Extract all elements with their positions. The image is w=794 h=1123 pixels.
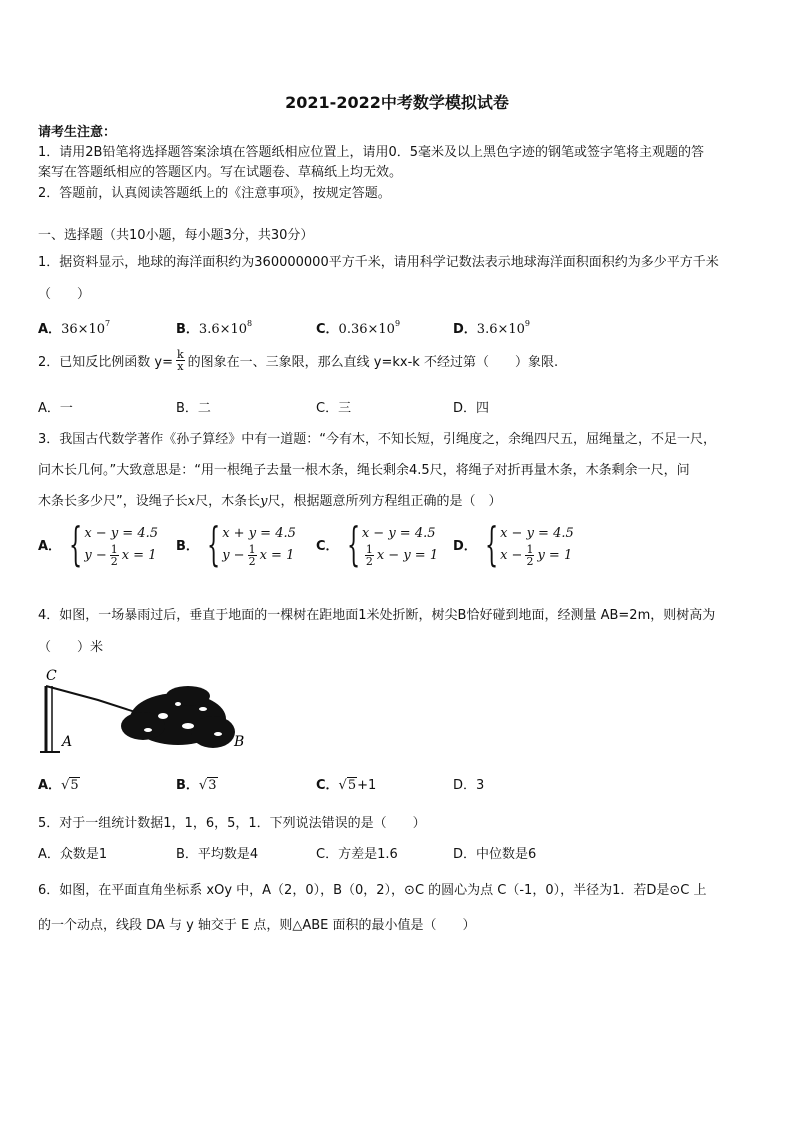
q4-option-d[interactable]: D．3 [453, 778, 485, 793]
q1-blank: （ ） [38, 287, 91, 302]
q1-option-d[interactable]: D．$3.6\times 10^9$ [453, 319, 530, 337]
page-title: 2021-2022中考数学模拟试卷 [285, 93, 509, 112]
q3-option-b[interactable]: B． { x + y = 4.5 y − $\frac{1}{2}$ x = 1 [176, 517, 296, 571]
label-a: A [62, 734, 73, 750]
q1-option-c[interactable]: C．$0.36\times 10^9$ [316, 319, 401, 337]
q2-stem: 2．已知反比例函数 y= $\frac{k}{x}$ 的图象在一、三象限，那么直线 y=kx-k 不经过第（ ）象限. [38, 348, 559, 373]
q1-option-b[interactable]: B．$3.6\times 10^8$ [176, 319, 253, 337]
label-b: B [234, 734, 245, 750]
notice-line-1: 1．请用2B铅笔将选择题答案涂填在答题纸相应位置上，请用0．5毫米及以上黑色字迹的钢笔或签字笔将主观题的答 [38, 145, 705, 160]
q5-option-a[interactable]: A．众数是1 [38, 847, 108, 862]
q3-stem-2: 问木长几何。”大致意思是：“用一根绳子去量一根木条，绳长剩余4.5尺，将绳子对折再量木条，木条剩余一尺，问 [38, 463, 690, 478]
q4-option-b[interactable]: B．√3 [176, 778, 217, 793]
q3-stem-1: 3．我国古代数学著作《孙子算经》中有一道题：“今有木，不知长短，引绳度之，余绳四尺五，屈绳量之，不足一尺， [38, 432, 717, 447]
q6-stem-2: 的一个动点，线段 DA 与 y 轴交于 E 点，则△ABE 面积的最小值是（ ） [38, 918, 476, 933]
q5-option-d[interactable]: D．中位数是6 [453, 847, 537, 862]
q2-option-a[interactable]: A．一 [38, 401, 73, 416]
label-c: C [46, 668, 57, 684]
q2-option-d[interactable]: D．四 [453, 401, 490, 416]
notice-heading: 请考生注意： [38, 125, 117, 140]
q2-option-c[interactable]: C．三 [316, 401, 352, 416]
q5-option-b[interactable]: B．平均数是4 [176, 847, 259, 862]
q1-option-a[interactable]: A．$36\times 10^7$ [38, 319, 111, 337]
section-heading: 一、选择题（共10小题，每小题3分，共30分） [38, 228, 314, 243]
q3-stem-3: 木条长多少尺”，设绳子长x尺，木条长y尺，根据题意所列方程组正确的是（ ） [38, 494, 502, 509]
broken-tree-figure [38, 664, 268, 760]
notice-line-2: 案写在答题纸相应的答题区内。写在试题卷、草稿纸上均无效。 [38, 165, 403, 180]
q3-option-a[interactable]: A． { x − y = 4.5 y − $\frac{1}{2}$ x = 1 [38, 517, 159, 571]
q5-option-c[interactable]: C．方差是1.6 [316, 847, 398, 862]
q5-stem: 5．对于一组统计数据1，1，6，5，1．下列说法错误的是（ ） [38, 816, 426, 831]
q4-stem-2: （ ）米 [38, 640, 104, 655]
q4-stem-1: 4．如图，一场暴雨过后，垂直于地面的一棵树在距地面1米处折断，树尖B恰好碰到地面，经测量 AB=2m，则树高为 [38, 608, 716, 623]
q3-option-c[interactable]: C． { x − y = 4.5 $\frac{1}{2}$ x − y = 1 [316, 517, 439, 571]
q2-fraction: $\frac{k}{x}$ [177, 348, 184, 373]
q4-option-c[interactable]: C．√5+1 [316, 778, 377, 793]
q2-option-b[interactable]: B．二 [176, 401, 211, 416]
q3-option-d[interactable]: D． { x − y = 4.5 x − $\frac{1}{2}$ y = 1 [453, 517, 574, 571]
notice-line-3: 2．答题前，认真阅读答题纸上的《注意事项》，按规定答题。 [38, 186, 391, 201]
q1-stem: 1．据资料显示，地球的海洋面积约为360000000平方千米，请用科学记数法表示地球海洋面积面积约为多少平方千米 [38, 255, 719, 270]
q6-stem-1: 6．如图，在平面直角坐标系 xOy 中，A（2，0），B（0，2），⊙C 的圆心为点 C（-1，0），半径为1．若D是⊙C 上 [38, 883, 707, 898]
q4-option-a[interactable]: A．√5 [38, 778, 79, 793]
tree-canopy [121, 686, 235, 748]
